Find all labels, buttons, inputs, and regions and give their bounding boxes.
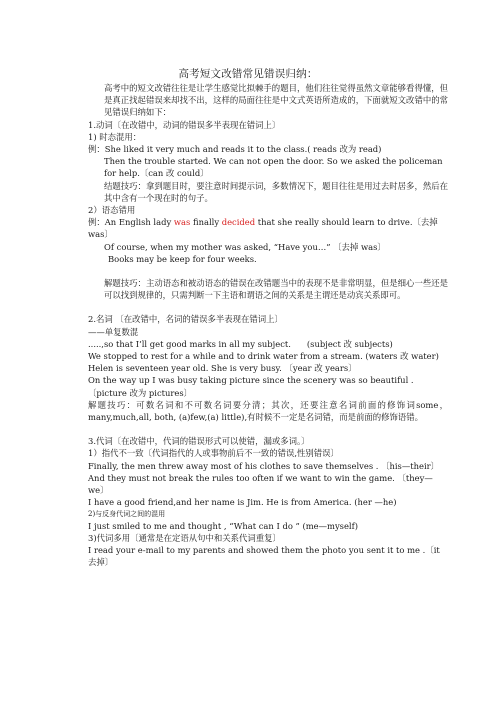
example-line: Finally, the men threw away most of his clothes to save themselves . 〔his—their〕 [88,460,440,471]
tip-paragraph: 解题技巧：主动语态和被动语态的错误在改错题当中的表现不是非常明显，但是细心一些还是可以找到规律的，只需判断一下主语和谓语之间的关系是主谓还是动宾关系即可。 [104,278,448,301]
subheading-number: ——单复数混 [88,326,139,337]
text-span: finally [190,217,222,228]
page-title: 高考短文改错常见错误归纳： [178,68,318,80]
section-1-heading: 1.动词〔在改错中，动词的错误多半表现在错词上〕 [88,119,281,130]
example-line: Helen is seventeen year old. She is very busy. 〔year 改 years〕 [88,363,357,374]
example-line: Then the trouble started. We can not open the door. So we asked the policeman for help.〔can 改 could〕 [104,156,443,179]
spacer [88,265,448,277]
example-line: On the way up I was busy taking picture since the scenery was so beautiful .〔picture 改为 pictures〕 [88,375,414,398]
example-line: Of course, when my mother was asked, “Have you…” 〔去掉 was〕 [104,241,386,252]
example-line: I just smiled to me and thought , “What can I do ” (me—myself) [88,520,358,531]
subheading-reflexive: 2)与反身代词之间的混用 [88,509,166,518]
example-line: 例：She liked it very much and reads it to the class.( reads 改为 read) [88,144,382,155]
spacer [88,301,448,313]
document-body [88,82,448,568]
text-span: that she really should learn to drive.〔去掉was〕 [88,217,438,240]
section-3-heading: 3.代词〔在改错中，代词的错误形式可以使错，漏或多词。〕 [88,436,310,447]
text-span: 例：An English lady [88,217,174,228]
example-line: .....,so that I’ll get good marks in all my subject. (subject 改 subjects) [88,338,393,349]
tip-paragraph: 解题技巧：可数名词和不可数名词要分清；其次，还要注意名词前面的修饰词some，many,much,all, both, (a)few,(a) little),有时候不一定是名词错，而是前面的修饰语错。 [88,399,448,423]
subheading-tense: 1) 时态混用： [88,131,142,142]
example-line: Books may be keep for four weeks. [108,253,257,264]
example-line-highlighted [88,216,448,240]
example-line: And they must not break the rules too often if we want to win the game. 〔they—we〕 [88,472,433,496]
subheading-voice: 2）语态错用 [88,205,136,216]
example-line: I have a good friend,and her name is Jim. He is from America. (her —he) [88,497,397,508]
example-line: We stopped to rest for a while and to drink water from a stream. (waters 改 water) [88,351,439,362]
subheading-redundant: 3)代词多用〔通常是在定语从句中和关系代词重复〕 [88,532,281,543]
highlighted-word: decided [221,217,256,228]
spacer [88,423,448,435]
tip-paragraph: 结题技巧：拿到题目时，要注意时间提示词，多数情况下，题目往往是用过去时居多，然后在其中含有一个现在时的句子。 [104,180,448,203]
subheading-reference: 1）指代不一致〔代词指代的人或事物前后不一致的错误,性别错误〕 [88,448,339,459]
section-2-heading: 2.名词 〔在改错中，名词的错误多半表现在错词上〕 [88,314,283,325]
intro-paragraph: 高考中的短文改错往往是让学生感觉比拟棘手的题目，他们往往觉得虽然文章能够看得懂，但是真正找起错误来却找不出，这样的局面往往是中文式英语所造成的，下面就短文改错中的常见错误归纳如下： [104,83,448,118]
example-line: I read your e-mail to my parents and showed them the photo you sent it to me .〔it 去掉〕 [88,544,440,568]
highlighted-word: was [173,217,191,228]
